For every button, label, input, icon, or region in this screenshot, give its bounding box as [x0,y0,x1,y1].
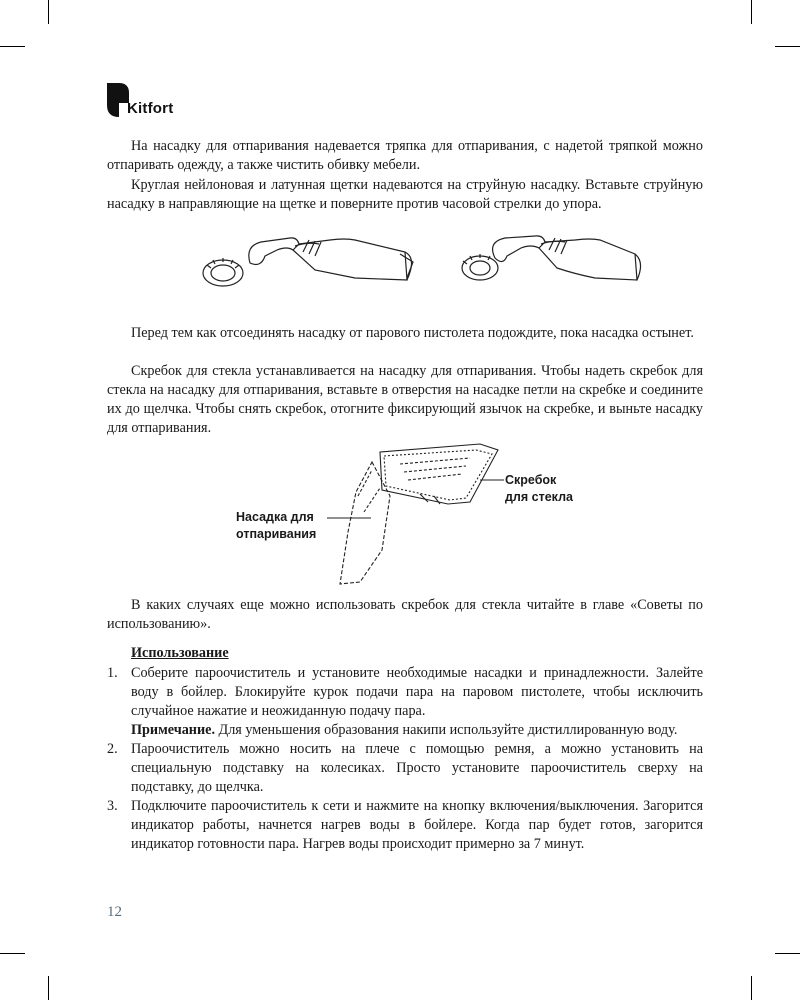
window-scraper-illustration [320,432,505,592]
list-item-number: 1. [107,665,118,681]
paragraph-scraper: Скребок для стекла устанавливается на насадку для отпаривания. Чтобы надеть скребок для стекла на насадку для отпаривания, вставьте в отверстия на насадке петли на скребке и соедините их до щелчка. Чтобы снять скребок, отогните фиксирующий язычок на скребке, и выньте насадку для отпаривания. [107,363,703,436]
paragraph-tips-reference: В каких случаях еще можно использовать скребок для стекла читайте в главе «Советы по использованию». [107,597,703,632]
list-item-text: Соберите пароочиститель и установите необходимые насадки и принадлежности. Залейте воду в бойлер. Блокируйте курок подачи пара на паровом пистолете, чтобы исключить случайное нажатие и неожиданную подачу пара. [131,665,703,719]
crop-mark [775,46,800,47]
crop-mark [48,0,49,24]
brush-nozzle-illustration [195,228,645,308]
note-text: Для уменьшения образования накипи используйте дистиллированную воду. [215,722,678,738]
label-nozzle-line1: Насадка для [236,510,314,524]
crop-mark [775,953,800,954]
label-scraper [505,472,573,506]
paragraph-brushes: Круглая нейлоновая и латунная щетки надеваются на струйную насадку. Вставьте струйную насадку в направляющие на щетке и поверните против часовой стрелки до упора. [107,177,703,212]
label-nozzle [236,509,316,543]
paragraph-cool-down: Перед тем как отсоединять насадку от парового пистолета подождите, пока насадка остынет. [131,325,694,341]
crop-mark [0,953,25,954]
list-item-number: 3. [107,798,118,814]
steam-nozzle [340,462,390,584]
kitfort-logo-icon [107,83,129,117]
paragraph-steam-cloth: На насадку для отпаривания надевается тряпка для отпаривания, с надетой тряпкой можно отпаривать одежду, а также чистить обивку мебели. [107,138,703,173]
list-item [107,664,703,721]
list-item [107,797,703,854]
section-heading-usage: Использование [131,645,229,661]
nozzle-leader-line [327,516,373,520]
round-brush-right [462,256,498,280]
crop-mark [751,0,752,24]
usage-note [107,721,703,740]
jet-nozzle-right [493,236,545,262]
jet-nozzle-left [249,238,299,265]
crop-mark [751,976,752,1000]
crop-mark [48,976,49,1000]
usage-list [107,664,703,854]
label-scraper-line2: для стекла [505,490,573,504]
label-nozzle-line2: отпаривания [236,527,317,541]
list-item-text: Пароочиститель можно носить на плече с помощью ремня, а можно установить на специальную подставку на колесиках. Просто установите пароочиститель сверху на подставку, до щелчка. [131,741,703,795]
brand-name: Kitfort [127,100,174,117]
round-brush-left [203,260,243,286]
crop-mark [0,46,25,47]
list-item-text: Подключите пароочиститель к сети и нажмите на кнопку включения/выключения. Загорится индикатор работы, начнется нагрев воды в бойлере. Когда пар будет готов, загорится индикатор готовности пара. Нагрев воды происходит примерно за 7 минут. [131,798,703,852]
page-number: 12 [107,904,122,920]
note-label: Примечание. [131,722,215,738]
scraper-head [380,444,498,504]
list-item-number: 2. [107,741,118,757]
label-scraper-line1: Скребок [505,473,557,487]
list-item [107,740,703,797]
